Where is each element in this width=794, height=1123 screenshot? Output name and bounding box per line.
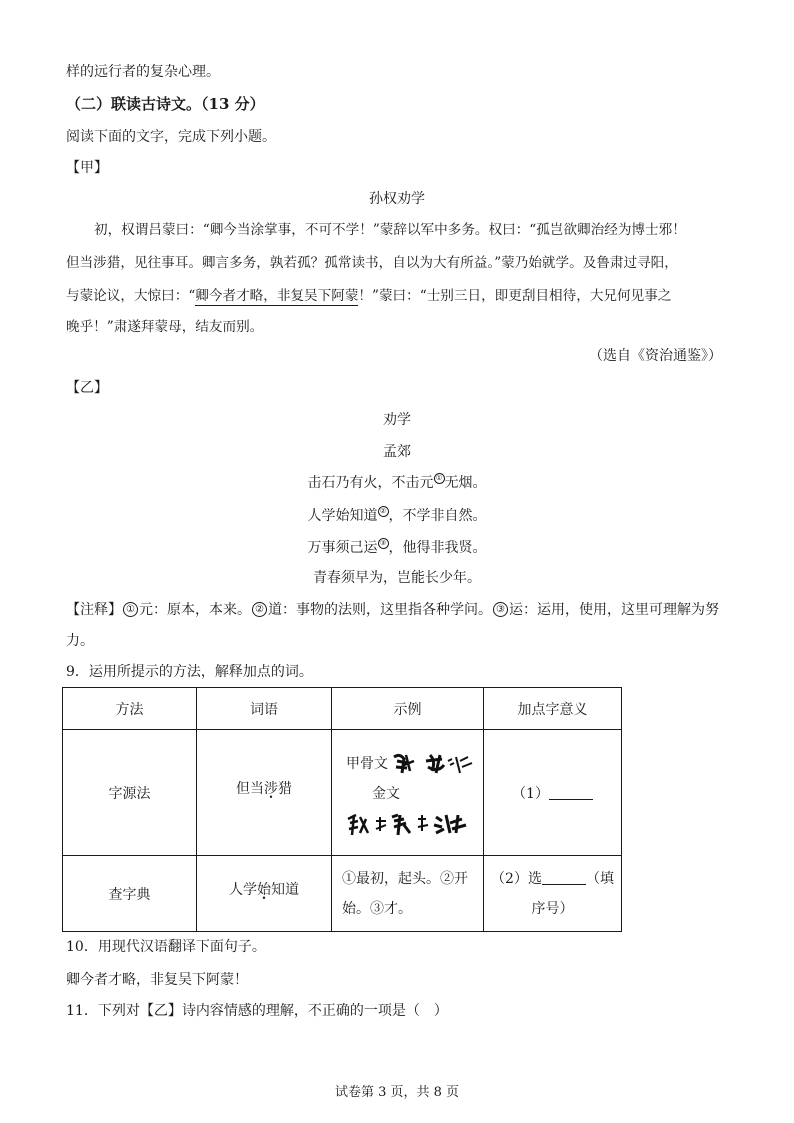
jia-line-3	[66, 286, 671, 306]
page-footer: 试卷第 3 页，共 8 页	[334, 1085, 460, 1100]
intro-tail: 样的远行者的复杂心理。	[66, 64, 220, 80]
notes-line-2: 力。	[66, 633, 94, 649]
row2-definitions: ①最初，起头。②开 始。③才。	[332, 856, 484, 932]
answer-blank-1[interactable]	[549, 785, 593, 800]
row2-method: 查字典	[63, 856, 197, 932]
jia-underlined-sentence: 卿今者才略，非复吴下阿蒙	[195, 288, 359, 304]
yi-author: 孟郊	[383, 444, 411, 460]
row1-example	[332, 730, 484, 856]
section-instruction: 阅读下面的文字，完成下列小题。	[66, 129, 276, 145]
header-method: 方法	[63, 688, 197, 730]
q11-prompt: 11．下列对【乙】诗内容情感的理解，不正确的一项是（ ）	[66, 1003, 448, 1019]
section-title: （二）联读古诗文。（13 分）	[66, 95, 265, 113]
jiagu-label: 甲骨文	[346, 755, 388, 772]
row2-answer: （2）选 （填 序号）	[484, 856, 622, 932]
jia-marker: 【甲】	[66, 160, 108, 176]
q10-prompt: 10．用现代汉语翻译下面句子。	[66, 939, 266, 955]
jia-line-1: 初，权谓吕蒙曰：“卿今当涂掌事，不可不学！”蒙辞以军中多务。权曰：“孤岂欲卿治经为博士邪！	[94, 222, 686, 238]
jia-title: 孙权劝学	[369, 191, 425, 207]
poem-line: 万事须己运 ③ ，他得非我贤。	[307, 539, 487, 556]
jia-line-4: 晚乎！”肃遂拜蒙母，结友而别。	[66, 319, 264, 335]
row1-answer: （1）	[484, 730, 622, 856]
jia-line-3-pre: 与蒙论议，大惊曰：“	[66, 288, 196, 304]
answer-blank-2[interactable]	[542, 870, 586, 885]
yi-marker: 【乙】	[66, 380, 108, 396]
row1-method: 字源法	[63, 730, 197, 856]
poem-line: 人学始知道 ② ，不学非自然。	[307, 507, 487, 524]
notes-line-1: 【注释】 ① 元：原本，本来。 ② 道：事物的法则，这里指各种学问。 ③ 运：运用，使用，这里可理解为努	[66, 602, 719, 618]
row2-phrase: 人学始知道	[197, 856, 332, 932]
row1-phrase: 但当涉猎	[197, 730, 332, 856]
jia-source: （选自《资治通鉴》）	[589, 348, 722, 364]
poem-line: 青春须早为，岂能长少年。	[313, 570, 481, 586]
oracle-bone-glyph-image	[392, 751, 478, 777]
bronze-inscription-glyph-image	[346, 811, 470, 837]
yi-title: 劝学	[383, 412, 411, 428]
q9-prompt: 9．运用所提示的方法，解释加点的词。	[66, 664, 313, 680]
jinwen-label: 金文	[372, 785, 400, 802]
q9-table	[62, 687, 622, 932]
jia-line-3-post: ！”蒙曰：“士别三日，即更刮目相待，大兄何见事之	[358, 288, 672, 304]
notes-label: 【注释】	[66, 602, 122, 618]
header-meaning: 加点字意义	[484, 688, 622, 730]
poem-line: 击石乃有火，不击元 ① 无烟。	[307, 474, 487, 491]
q10-sentence: 卿今者才略，非复吴下阿蒙！	[66, 972, 248, 988]
jia-line-2: 但当涉猎，见往事耳。卿言多务，孰若孤？孤常读书，自以为大有所益。”蒙乃始就学。及鲁肃过寻阳，	[66, 255, 678, 271]
header-phrase: 词语	[197, 688, 332, 730]
header-example: 示例	[332, 688, 484, 730]
